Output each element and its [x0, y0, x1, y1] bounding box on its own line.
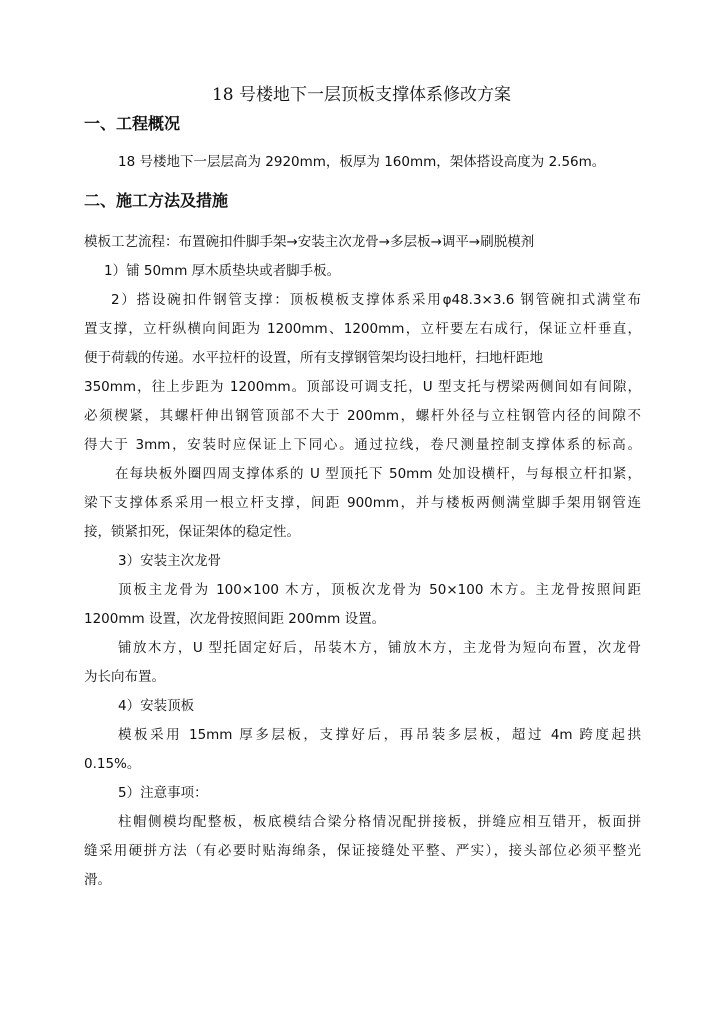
step-4-heading: 4）安装顶板: [118, 698, 195, 714]
step-3-line-4: 为长向布置。: [84, 669, 165, 685]
step-4-line-2: 0.15%。: [84, 756, 141, 772]
step-2-line-1: 2）搭设碗扣件钢管支撑：顶板模板支撑体系采用φ48.3×3.6 钢管碗扣式满堂布: [111, 292, 641, 308]
section-heading-overview: 一、工程概况: [84, 114, 181, 133]
process-flow-line: 模板工艺流程：布置碗扣件脚手架→安装主次龙骨→多层板→调平→刷脱模剂: [84, 234, 535, 250]
step-5-heading: 5）注意事项：: [118, 785, 208, 801]
edge-bracing-line-2: 梁下支撑体系采用一根立杆支撑，间距 900mm，并与楼板两侧满堂脚手架用钢管连: [84, 495, 641, 511]
step-3-line-1: 顶板主龙骨为 100×100 木方，顶板次龙骨为 50×100 木方。主龙骨按照间距: [118, 582, 641, 598]
step-5-line-3: 滑。: [84, 872, 111, 888]
step-2-line-2: 置支撑，立杆纵横向间距为 1200mm、1200mm，立杆要左右成行，保证立杆垂直，: [84, 321, 641, 337]
step-2-line-5: 必须楔紧，其螺杆伸出钢管顶部不大于 200mm，螺杆外径与立柱钢管内径的间隙不: [84, 408, 641, 424]
section-heading-methods: 二、施工方法及措施: [84, 191, 229, 210]
step-5-line-1: 柱帽侧模均配整板，板底模结合梁分格情况配拼接板，拼缝应相互错开，板面拼: [118, 814, 641, 830]
edge-bracing-line-1: 在每块板外圈四周支撑体系的 U 型顶托下 50mm 处加设横杆，与每根立杆扣紧，: [115, 466, 641, 482]
step-2-line-4: 350mm，往上步距为 1200mm。顶部设可调支托，U 型支托与楞梁两侧间如有间隙，: [84, 379, 641, 395]
step-1-line: 1）铺 50mm 厚木质垫块或者脚手板。: [104, 263, 341, 279]
overview-paragraph: 18 号楼地下一层层高为 2920mm，板厚为 160mm，架体搭设高度为 2.56m。: [118, 154, 606, 170]
document-title: 18 号楼地下一层顶板支撑体系修改方案: [211, 85, 512, 105]
step-3-line-2: 1200mm 设置，次龙骨按照间距 200mm 设置。: [84, 611, 386, 627]
step-3-line-3: 铺放木方，U 型托固定好后，吊装木方，铺放木方，主龙骨为短向布置，次龙骨: [118, 640, 641, 656]
step-2-line-3: 便于荷载的传递。水平拉杆的设置，所有支撑钢管架均设扫地杆，扫地杆距地: [84, 350, 543, 366]
step-3-heading: 3）安装主次龙骨: [118, 553, 222, 569]
step-4-line-1: 模板采用 15mm 厚多层板，支撑好后，再吊装多层板，超过 4m 跨度起拱: [118, 727, 641, 743]
edge-bracing-line-3: 接，锁紧扣死，保证架体的稳定性。: [84, 524, 300, 540]
step-2-line-6: 得大于 3mm，安装时应保证上下同心。通过拉线，卷尺测量控制支撑体系的标高。: [84, 437, 641, 453]
step-5-line-2: 缝采用硬拼方法（有必要时贴海绵条，保证接缝处平整、严实），接头部位必须平整光: [84, 843, 641, 859]
